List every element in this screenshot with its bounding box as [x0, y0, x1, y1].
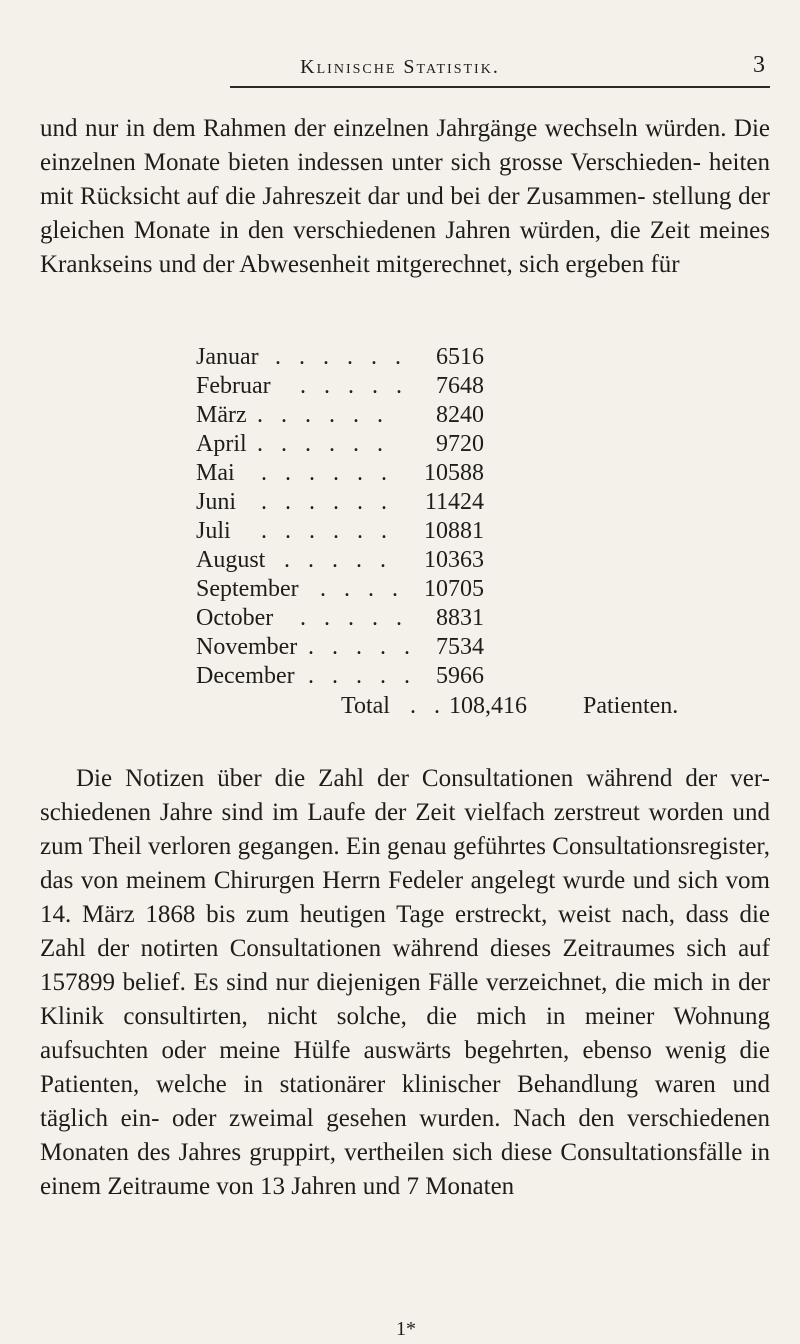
total-label: Total — [341, 693, 390, 719]
running-head: Klinische Statistik. — [300, 56, 500, 78]
month-value: 5966 — [436, 663, 484, 689]
month-label: März — [196, 402, 247, 428]
page-number: 3 — [753, 52, 765, 78]
month-label: Mai — [196, 460, 235, 486]
month-value: 10881 — [424, 518, 484, 544]
month-value: 10588 — [424, 460, 484, 486]
month-label: December — [196, 663, 295, 689]
month-value: 10363 — [424, 547, 484, 573]
month-label: September — [196, 576, 299, 602]
leader-dots: . . . . . . — [257, 402, 389, 428]
month-value: 9720 — [436, 431, 484, 457]
leader-dots: . . — [410, 693, 446, 719]
signature-mark: 1* — [396, 1318, 416, 1340]
month-value: 7534 — [436, 634, 484, 660]
total-row — [0, 693, 800, 727]
month-label: October — [196, 605, 274, 631]
month-value: 8240 — [436, 402, 484, 428]
month-label: Juli — [196, 518, 231, 544]
total-unit: Patienten. — [583, 693, 679, 719]
leader-dots: . . . . . . — [261, 518, 393, 544]
leader-dots: . . . . . — [300, 373, 408, 399]
month-label: Februar — [196, 373, 271, 399]
month-value: 7648 — [436, 373, 484, 399]
month-value: 8831 — [436, 605, 484, 631]
intro-paragraph: und nur in dem Rahmen der einzelnen Jahrgänge wechseln würden. Die einzelnen Monate bieten indessen unter sich grosse Verschieden- heiten mit Rücksicht auf die Jahreszeit dar und bei der Zusammen- stellung der gleichen Monate in den verschiedenen Jahren würden, die Zeit meines Krankseins und der Abwesenheit mitgerechnet, sich ergeben für — [40, 115, 770, 278]
leader-dots: . . . . — [320, 576, 404, 602]
month-label: Juni — [196, 489, 237, 515]
month-value: 11424 — [424, 489, 484, 515]
leader-dots: . . . . . . — [261, 460, 393, 486]
leader-dots: . . . . . . — [275, 344, 407, 370]
total-value: 108,416 — [449, 693, 527, 719]
leader-dots: . . . . . — [308, 663, 416, 689]
month-value: 6516 — [436, 344, 484, 370]
header-rule — [230, 86, 770, 88]
month-label: Januar — [196, 344, 259, 370]
leader-dots: . . . . . . — [257, 431, 389, 457]
month-label: November — [196, 634, 298, 660]
consultations-paragraph: Die Notizen über die Zahl der Consultationen während der ver- schiedenen Jahre sind im Laufe der Zeit vielfach zerstreut worden und zum Theil verloren gegangen. Ein genau geführtes Consultationsregister, das von meinem Chirurgen Herrn Fedeler angelegt wurde und sich vom 14. März 1868 bis zum heutigen Tage erstreckt, weist nach, dass die Zahl der notirten Consultationen während dieses Zeitraumes sich auf 157899 belief. Es sind nur diejenigen Fälle verzeichnet, die mich in der Klinik consultirten, nicht solche, die mich in meiner Wohnung aufsuchten oder meine Hülfe auswärts begehrten, ebenso wenig die Patienten, welche in stationärer klinischer Behandlung waren und täglich ein- oder zweimal gesehen wurden. Nach den verschiedenen Monaten des Jahres gruppirt, vertheilen sich diese Consultationsfälle in einem Zeitraume von 13 Jahren und 7 Monaten — [40, 765, 770, 1200]
leader-dots: . . . . . — [300, 605, 408, 631]
month-label: April — [196, 431, 247, 457]
leader-dots: . . . . . — [284, 547, 392, 573]
table-row — [0, 663, 800, 697]
month-label: August — [196, 547, 266, 573]
month-value: 10705 — [424, 576, 484, 602]
leader-dots: . . . . . — [308, 634, 416, 660]
leader-dots: . . . . . . — [261, 489, 393, 515]
